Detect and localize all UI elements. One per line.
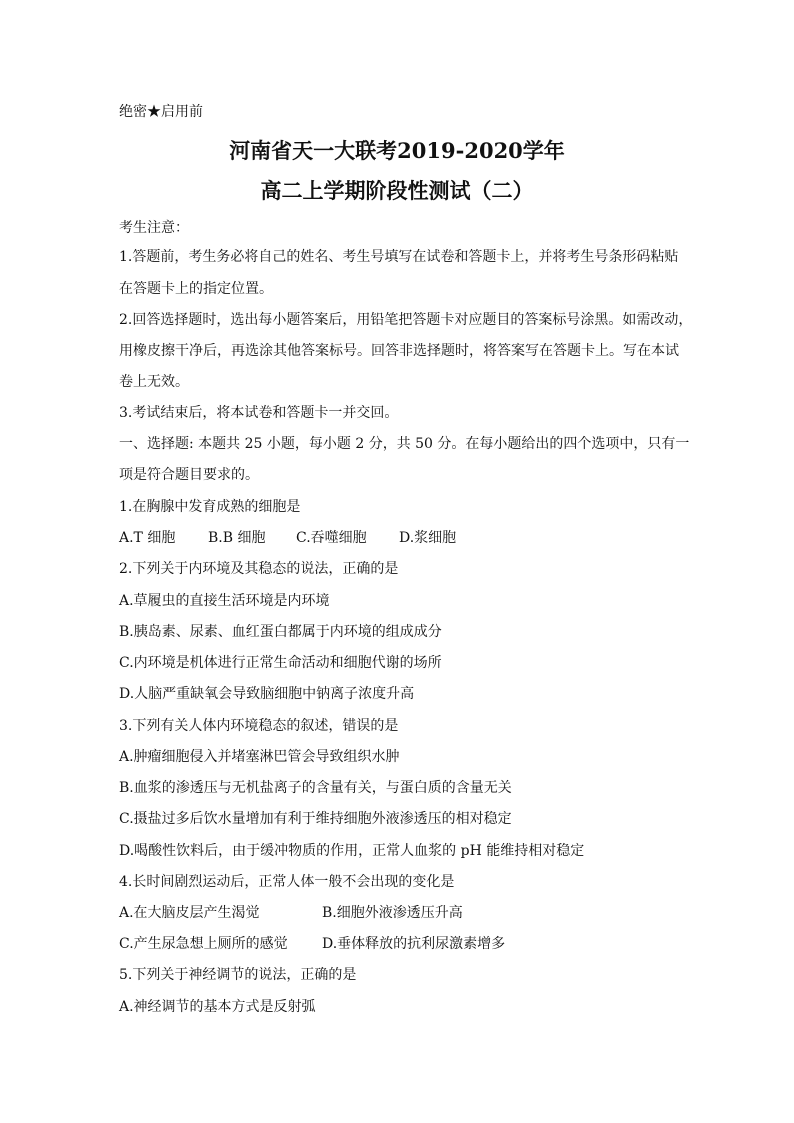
option-d: D.人脑严重缺氧会导致脑细胞中钠离子浓度升高	[119, 686, 415, 702]
question-stem: 2.下列关于内环境及其稳态的说法，正确的是	[119, 561, 399, 577]
option-c: C.摄盐过多后饮水量增加有利于维持细胞外液渗透压的相对稳定	[119, 811, 512, 827]
option-a: A.草履虫的直接生活环境是内环境	[119, 593, 330, 609]
option-c: C.内环境是机体进行正常生命活动和细胞代谢的场所	[119, 655, 442, 671]
question-4-options-row1	[119, 904, 539, 922]
section-intro-a: 一、选择题: 本题共 25 小题，每小题 2 分，共 50 分。在每小题给出的四个选项中，只有一	[119, 436, 690, 452]
option-a: A.在大脑皮层产生渴觉	[119, 905, 260, 921]
option-b: B.细胞外液渗透压升高	[322, 905, 463, 921]
option-c: C.吞噬细胞	[296, 530, 367, 546]
question-stem: 4.长时间剧烈运动后，正常人体一般不会出现的变化是	[119, 874, 455, 890]
option-b: B.胰岛素、尿素、血红蛋白都属于内环境的组成成分	[119, 624, 442, 640]
exam-title-line1: 河南省天一大联考2019-2020学年	[229, 138, 565, 163]
notice-item-2c: 卷上无效。	[119, 374, 189, 390]
option-b: B.血浆的渗透压与无机盐离子的含量有关，与蛋白质的含量无关	[119, 780, 512, 796]
notice-item-2a: 2.回答选择题时，选出每小题答案后，用铅笔把答题卡对应题目的答案标号涂黑。如需改动，	[119, 312, 693, 328]
question-stem: 1.在胸腺中发育成熟的细胞是	[119, 499, 301, 515]
option-a: A.T 细胞	[119, 530, 176, 546]
question-1-options	[119, 529, 459, 547]
question-stem: 3.下列有关人体内环境稳态的叙述，错误的是	[119, 718, 399, 734]
option-c: C.产生尿急想上厕所的感觉	[119, 936, 288, 952]
option-d: D.喝酸性饮料后，由于缓冲物质的作用，正常人血浆的 pH 能维持相对稳定	[119, 843, 585, 859]
option-d: D.垂体释放的抗利尿激素增多	[322, 936, 506, 952]
option-b: B.B 细胞	[208, 530, 266, 546]
notice-heading: 考生注意：	[119, 220, 189, 236]
notice-item-1a: 1.答题前，考生务必将自己的姓名、考生号填写在试卷和答题卡上，并将考生号条形码粘贴	[119, 249, 679, 265]
notice-item-2b: 用橡皮擦干净后，再选涂其他答案标号。回答非选择题时，将答案写在答题卡上。写在本试	[119, 343, 679, 359]
question-stem: 5.下列关于神经调节的说法，正确的是	[119, 967, 357, 983]
exam-title-line2: 高二上学期阶段性测试（二）	[260, 178, 534, 203]
option-a: A.神经调节的基本方式是反射弧	[119, 999, 316, 1015]
question-4-options-row2	[119, 935, 539, 953]
section-intro-b: 项是符合题目要求的。	[119, 467, 259, 483]
option-a: A.肿瘤细胞侵入并堵塞淋巴管会导致组织水肿	[119, 749, 400, 765]
notice-item-3: 3.考试结束后，将本试卷和答题卡一并交回。	[119, 405, 399, 421]
option-d: D.浆细胞	[399, 530, 457, 546]
confidential-mark: 绝密★启用前	[119, 104, 203, 120]
notice-item-1b: 在答题卡上的指定位置。	[119, 281, 273, 297]
